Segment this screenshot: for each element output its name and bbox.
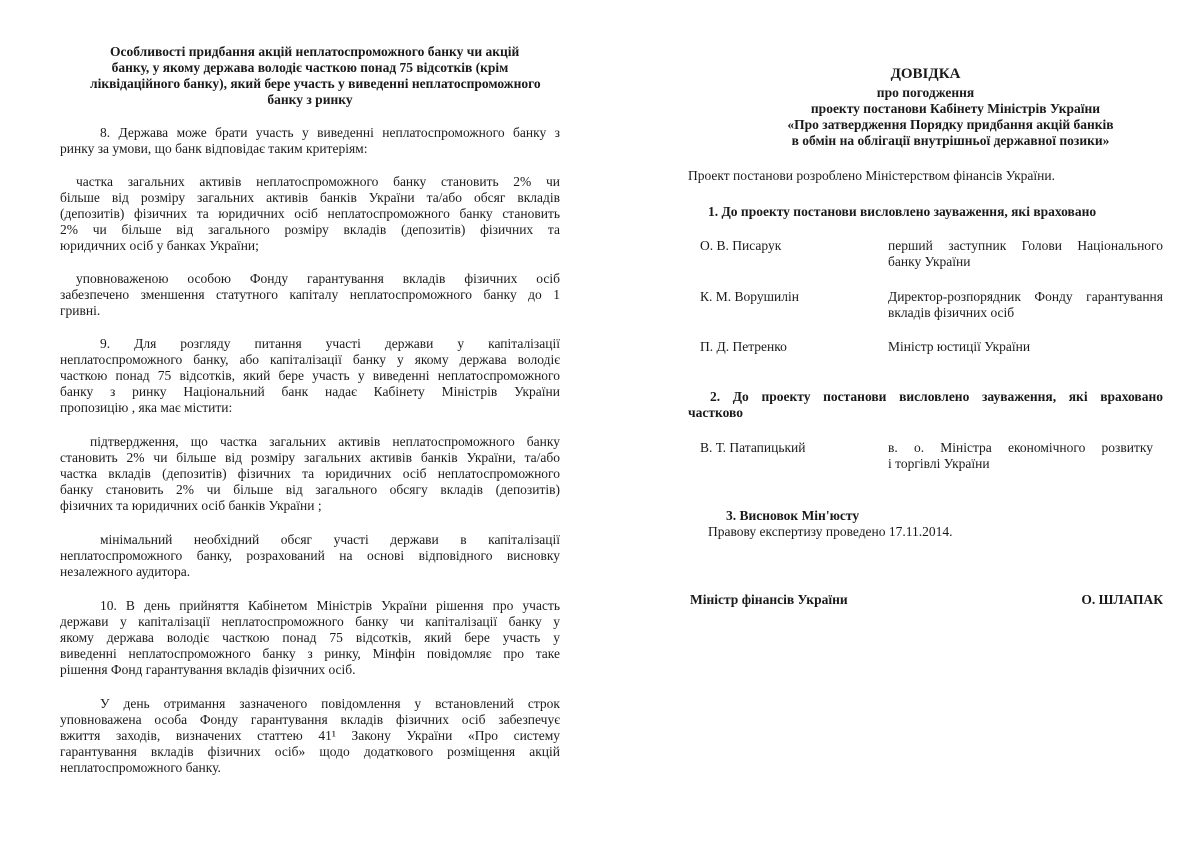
paragraph-9b-line-1: мінімальний необхідний обсяг участі держави в капіталізації [100, 532, 560, 547]
list1-role-3-line-1: Міністр юстиції України [888, 339, 1031, 354]
left-heading-line-3: ліквідаційного банку), який бере участь у виведенні неплатоспроможного [90, 76, 541, 91]
paragraph-10-line-3: якому держава володіє часткою понад 75 відсотків, який бере участь у [60, 630, 560, 645]
paragraph-8a-line-2: більше від розміру загальних активів банків України та/або обсяг вкладів [60, 190, 560, 205]
signature-name: О. ШЛАПАК [1081, 592, 1163, 607]
paragraph-8a-line-5: юридичних осіб у банках України; [60, 238, 259, 253]
paragraph-9-line-4: банку з ринку Національний банк надає Кабінету Міністрів України [60, 384, 560, 399]
paragraph-11-line-5: неплатоспроможного банку. [60, 760, 221, 775]
paragraph-8b-line-2: забезпечено зменшення статутного капіталу неплатоспроможного банку до 1 [60, 287, 560, 302]
paragraph-10-line-5: рішення Фонд гарантування вкладів фізичних осіб. [60, 662, 356, 677]
paragraph-9a-line-5: фізичних та юридичних осіб банків України ; [60, 498, 322, 513]
paragraph-8b-line-3: гривні. [60, 303, 101, 318]
paragraph-9a-line-4: банку становить 2% чи більше від загального обсягу вкладів (депозитів) [60, 482, 560, 497]
paragraph-11-line-1: У день отримання зазначеного повідомлення у встановлений строк [100, 696, 560, 711]
paragraph-10-line-4: виведенні неплатоспроможного банку з ринку, Мінфін повідомляє про таке [60, 646, 560, 661]
section-3-heading: 3. Висновок Мін'юсту [726, 508, 860, 523]
left-heading-line-1: Особливості придбання акцій неплатоспроможного банку чи акцій [110, 44, 520, 59]
list1-name-2: К. М. Ворушилін [700, 289, 799, 304]
left-heading-line-2: банку, у якому держава володіє часткою понад 75 відсотків (крім [111, 60, 509, 75]
paragraph-10-line-2: держави у капіталізації неплатоспроможного банку чи капіталізації банку у [60, 614, 560, 629]
paragraph-8b-line-1: уповноваженою особою Фонду гарантування вкладів фізичних осіб [76, 271, 560, 286]
subtitle-line-3: «Про затвердження Порядку придбання акцій банків [787, 117, 1114, 132]
signature-title: Міністр фінансів України [690, 592, 848, 607]
paragraph-11-line-2: уповноважена особа Фонду гарантування вкладів фізичних осіб забезпечує [60, 712, 560, 727]
paragraph-9a-line-3: частка вкладів (депозитів) фізичних та юридичних осіб неплатоспроможного [60, 466, 560, 481]
paragraph-8a-line-3: (депозитів) фізичних та юридичних осіб неплатоспроможного банку становить [60, 206, 560, 221]
list2-name-1: В. Т. Патапицький [700, 440, 806, 455]
intro-text: Проект постанови розроблено Міністерством фінансів України. [688, 168, 1055, 183]
paragraph-9b-line-2: неплатоспроможного банку, розрахований на основі відповідного висновку [60, 548, 560, 563]
paragraph-8a-line-1: частка загальних активів неплатоспроможного банку становить 2% чи [76, 174, 560, 189]
list1-name-3: П. Д. Петренко [700, 339, 787, 354]
section-2-heading-line-1: 2. До проекту постанови висловлено зауваження, які враховано [710, 389, 1163, 404]
paragraph-11-line-4: гарантування вкладів фізичних осіб» щодо додаткового розміщення акцій [60, 744, 560, 759]
subtitle-line-1: про погодження [876, 85, 975, 100]
paragraph-9-line-3: часткою понад 75 відсотків, який бере участь у виведенні неплатоспроможного [60, 368, 560, 383]
paragraph-11-line-3: вжиття заходів, визначених статтею 41¹ Закону України «Про систему [60, 728, 560, 743]
paragraph-9-line-1: 9. Для розгляду питання участі держави у капіталізації [100, 336, 560, 351]
document-title: ДОВІДКА [890, 66, 961, 82]
paragraph-9-line-5: пропозицію , яка має містити: [60, 400, 233, 415]
section-1-heading: 1. До проекту постанови висловлено зауваження, які враховано [708, 204, 1097, 219]
paragraph-8a-line-4: 2% чи більше від загального розміру вкладів (депозитів) фізичних та [60, 222, 560, 237]
paragraph-9-line-2: неплатоспроможного банку, або капіталізації банку у якому держава володіє [60, 352, 560, 367]
list1-role-2-line-2: вкладів фізичних осіб [888, 305, 1015, 320]
section-3-text: Правову експертизу проведено 17.11.2014. [708, 524, 953, 539]
paragraph-8-line-1: 8. Держава може брати участь у виведенні неплатоспроможного банку з [100, 125, 560, 140]
subtitle-line-2: проекту постанови Кабінету Міністрів України [810, 101, 1101, 116]
list1-role-2-line-1: Директор-розпорядник Фонду гарантування [888, 289, 1163, 304]
subtitle-line-4: в обмін на облігації внутрішньої державної позики» [791, 133, 1110, 148]
section-2-heading-line-2: частково [688, 405, 743, 420]
list2-role-1-line-2: і торгівлі України [888, 456, 990, 471]
left-heading-line-4: банку з ринку [267, 92, 353, 107]
paragraph-9a-line-2: становить 2% чи більше від розміру загальних активів банків України, та/або [60, 450, 560, 465]
list1-name-1: О. В. Писарук [700, 238, 782, 253]
list1-role-1-line-2: банку України [888, 254, 971, 269]
paragraph-10-line-1: 10. В день прийняття Кабінетом Міністрів України рішення про участь [100, 598, 560, 613]
list2-role-1-line-1: в. о. Міністра економічного розвитку [888, 440, 1153, 455]
paragraph-8-line-2: ринку за умови, що банк відповідає таким критеріям: [60, 141, 368, 156]
paragraph-9a-line-1: підтвердження, що частка загальних активів неплатоспроможного банку [90, 434, 560, 449]
list1-role-1-line-1: перший заступник Голови Національного [888, 238, 1163, 253]
paragraph-9b-line-3: незалежного аудитора. [60, 564, 191, 579]
